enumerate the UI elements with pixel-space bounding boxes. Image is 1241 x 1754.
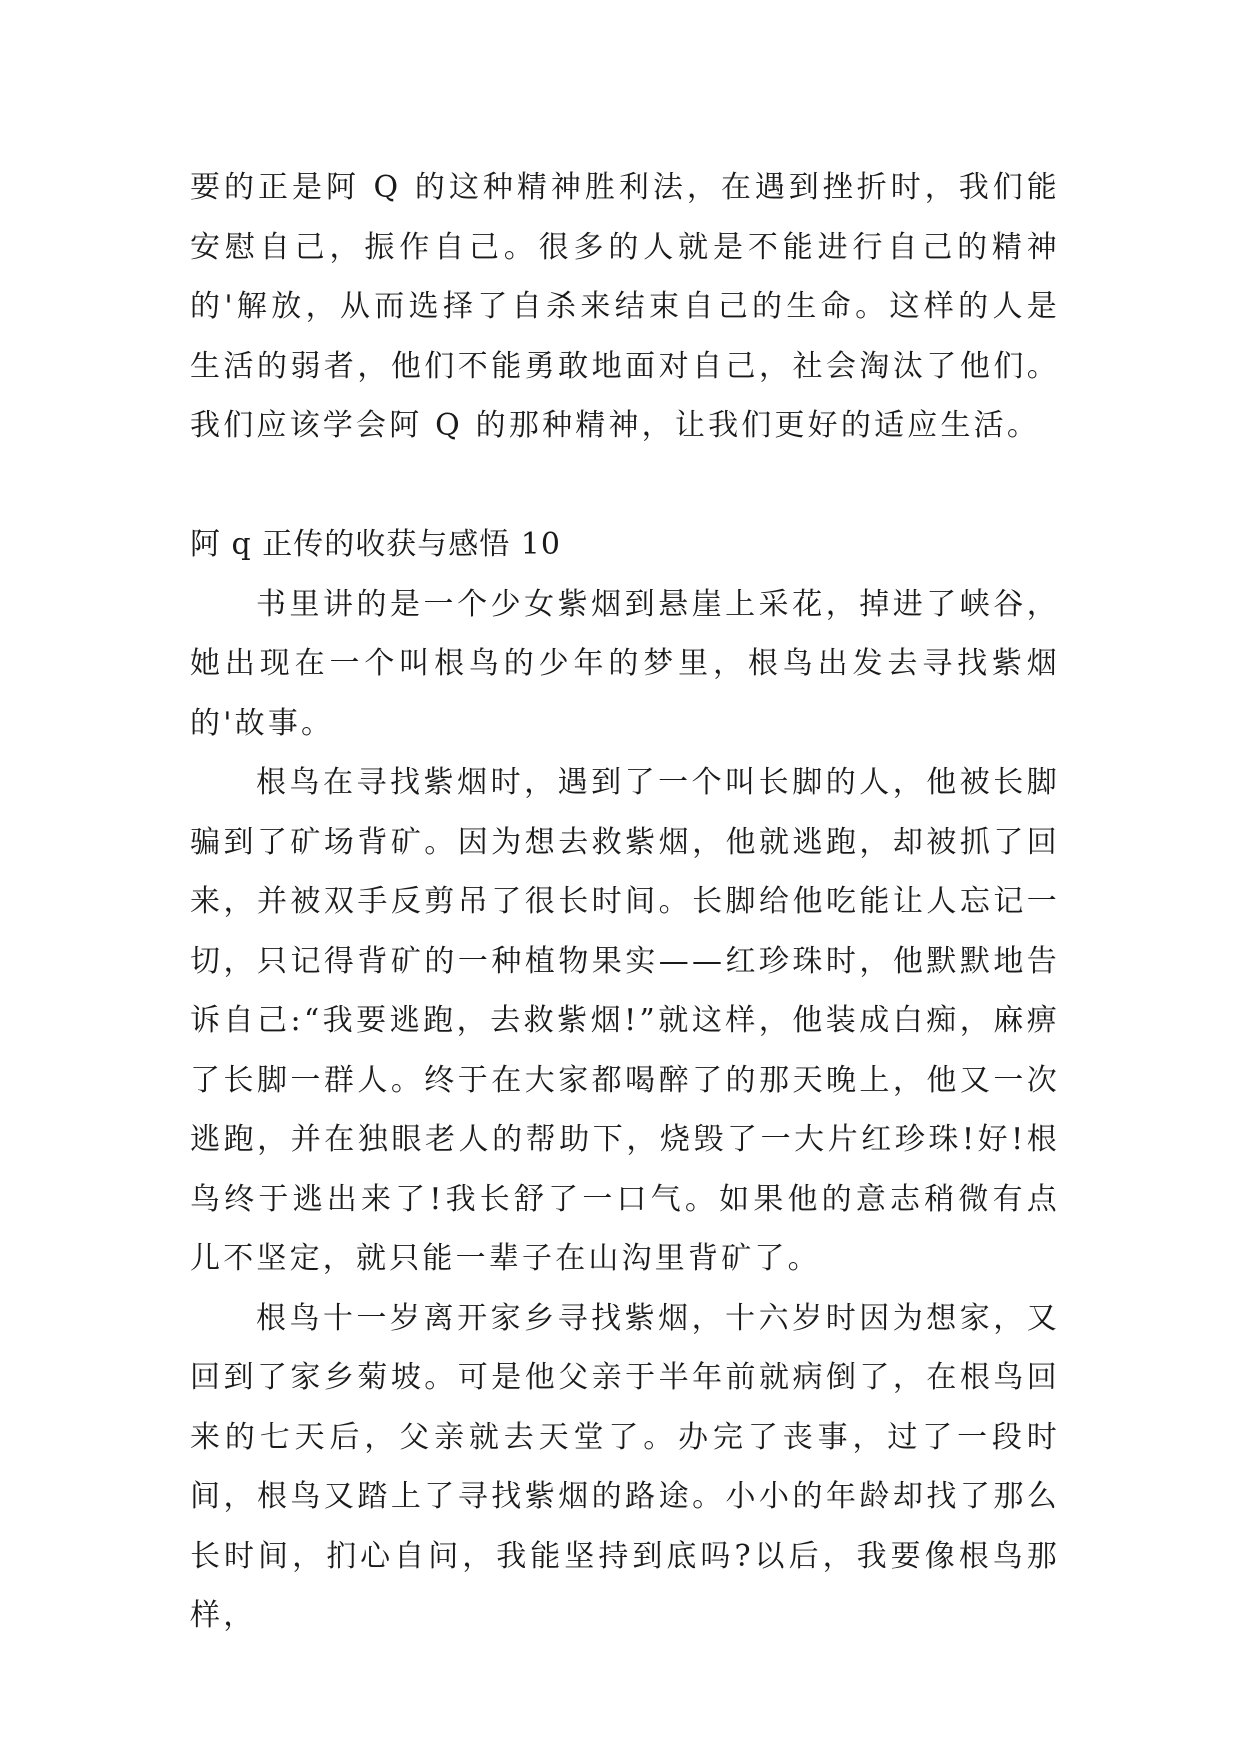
document-page — [190, 158, 1060, 1646]
paragraph-1: 书里讲的是一个少女紫烟到悬崖上采花，掉进了峡谷，她出现在一个叫根鸟的少年的梦里，根鸟出发去寻找紫烟的'故事。 — [190, 586, 1060, 741]
paragraph-gap — [190, 456, 1060, 516]
paragraph-2: 根鸟在寻找紫烟时，遇到了一个叫长脚的人，他被长脚骗到了矿场背矿。因为想去救紫烟，他就逃跑，却被抓了回来，并被双手反剪吊了很长时间。长脚给他吃能让人忘记一切，只记得背矿的一种植物果实——红珍珠时，他默默地告诉自己:“我要逃跑，去救紫烟!”就这样，他装成白痴，麻痹了长脚一群人。终于在大家都喝醉了的那天晚上，他又一次逃跑，并在独眼老人的帮助下，烧毁了一大片红珍珠!好!根鸟终于逃出来了!我长舒了一口气。如果他的意志稍微有点儿不坚定，就只能一辈子在山沟里背矿了。 — [190, 765, 1060, 1276]
paragraph-3: 根鸟十一岁离开家乡寻找紫烟，十六岁时因为想家，又回到了家乡菊坡。可是他父亲于半年前就病倒了，在根鸟回来的七天后，父亲就去天堂了。办完了丧事，过了一段时间，根鸟又踏上了寻找紫烟的路途。小小的年龄却找了那么长时间，扪心自问，我能坚持到底吗?以后，我要像根鸟那样， — [190, 1300, 1060, 1633]
paragraph-continued: 要的正是阿 Q 的这种精神胜利法，在遇到挫折时，我们能安慰自己，振作自己。很多的人就是不能进行自己的精神的'解放，从而选择了自杀来结束自己的生命。这样的人是生活的弱者，他们不能勇敢地面对自己，社会淘汰了他们。我们应该学会阿 Q 的那种精神，让我们更好的适应生活。 — [190, 170, 1060, 443]
section-title: 阿 q 正传的收获与感悟 10 — [190, 527, 561, 562]
